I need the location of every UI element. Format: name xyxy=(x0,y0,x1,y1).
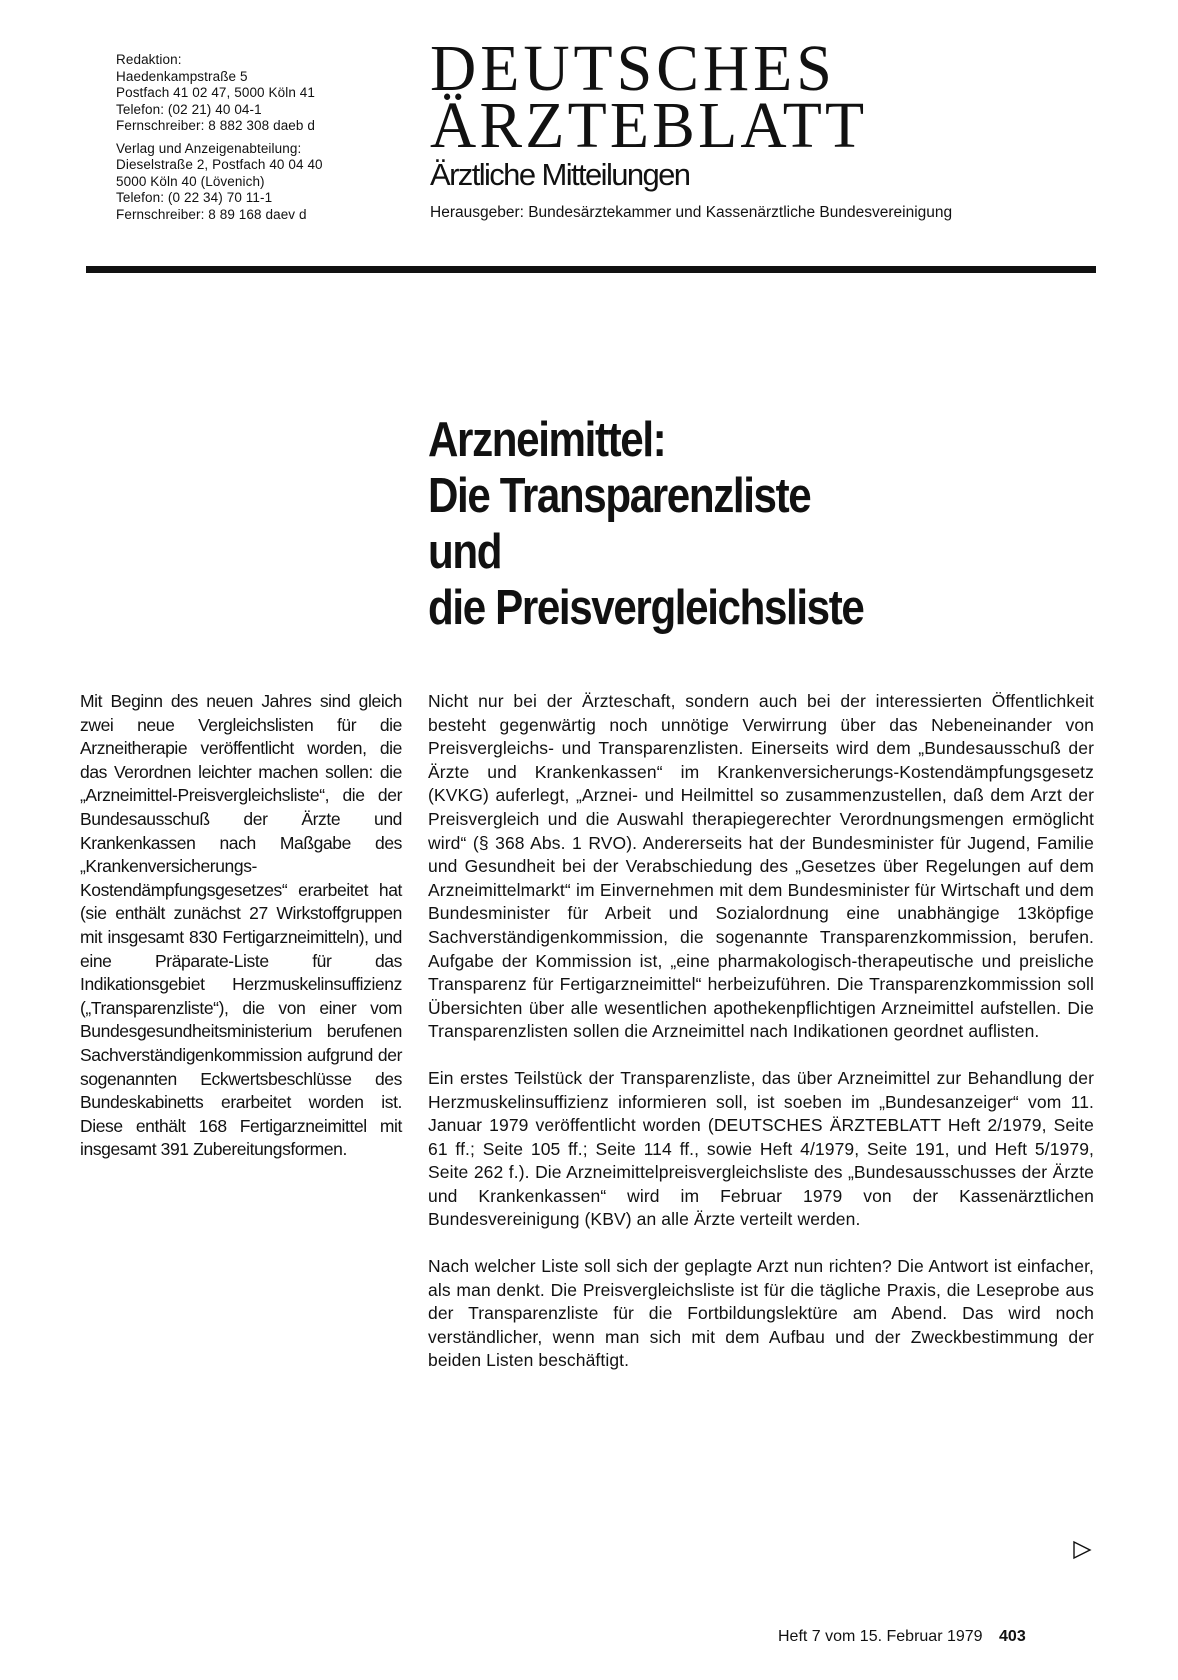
issue-info: Heft 7 vom 15. Februar 1979 xyxy=(778,1628,983,1645)
editorial-line: Haedenkampstraße 5 xyxy=(116,68,248,84)
continue-arrow-icon xyxy=(1072,1540,1092,1560)
journal-title-line2: ÄRZTEBLATT xyxy=(430,88,868,162)
article-body xyxy=(428,690,1094,1373)
publisher-line: Dieselstraße 2, Postfach 40 04 40 xyxy=(116,157,323,172)
editorial-address xyxy=(116,52,388,135)
body-paragraph: Ein erstes Teilstück der Transparenzliste, das über Arzneimittel zur Behandlung der Herzmuskelinsuffizienz informieren soll, ist soeben im „Bundesanzeiger“ vom 11. Januar 1979 veröffentlicht worden (DEUTSCHES ÄRZTEBLATT Heft 2/1979, Seite 61 ff.; Seite 105 ff.; Seite 114 ff., sowie Heft 4/1979, Seite 191, und Heft 5/1979, Seite 262 f.). Die Arzneimittelpreisvergleichsliste des „Bundesausschusses der Ärzte und Krankenkassen“ wird im Februar 1979 von der Kassenärztlichen Bundesvereinigung (KBV) an alle Ärzte verteilt werden. xyxy=(428,1067,1094,1230)
publisher-line: 5000 Köln 40 (Lövenich) xyxy=(116,173,265,189)
body-paragraph: Nicht nur bei der Ärzteschaft, sondern auch bei der interessierten Öffentlichkeit besteht gegenwärtig noch unnötige Verwirrung über das Nebeneinander von Preisvergleichs- und Transparenzlisten. Einerseits wird dem „Bundesausschuß der Ärzte und Krankenkassen“ im Krankenversicherungs-Kostendämpfungsgesetz (KVKG) auferlegt, „Arznei- und Heilmittel so zusammenzustellen, daß dem Arzt der Preisvergleich und die Auswahl therapiegerechter Verordnungsmengen ermöglicht wird“ (§ 368 Abs. 1 RVO). Andererseits hat der Bundesminister für Jugend, Familie und Gesundheit bei der Verabschiedung des „Gesetzes über Regelungen auf dem Arzneimittelmarkt“ im Einvernehmen mit dem Bundesminister für Wirtschaft und dem Bundesminister für Arbeit und Sozialordnung eine unabhängige 13köpfige Sachverständigenkommission, die sogenannte Transparenzkommission, berufen. Aufgabe der Kommission ist, „eine pharmakologisch-therapeutische und preisliche Transparenz für Fertigarzneimittel“ herbeizuführen. Die Transparenzkommission soll Übersichten über alle wesentlichen apothekenpflichtigen Arzneimittel aufstellen. Die Transparenzlisten sollen die Arzneimittel nach Indikationen geordnet auflisten. xyxy=(428,691,1094,1042)
contact-block xyxy=(116,52,388,223)
masthead xyxy=(430,31,1095,222)
journal-title-line1: DEUTSCHES xyxy=(430,31,836,105)
headline-line: Arzneimittel: xyxy=(428,413,666,467)
headline-line: Die Transparenzliste xyxy=(428,469,811,523)
publisher-line: Fernschreiber: 8 89 168 daev d xyxy=(116,206,307,222)
body-paragraph: Nach welcher Liste soll sich der geplagte Arzt nun richten? Die Antwort ist einfacher, als man denkt. Die Preisvergleichsliste ist für die tägliche Praxis, die Leseprobe aus der Transparenzliste für die Fortbildungslektüre am Abend. Das wird noch verständlicher, wenn man sich mit dem Aufbau und der Zweckbestimmung der beiden Listen beschäftigt. xyxy=(428,1256,1094,1371)
journal-title xyxy=(430,31,1095,162)
article-headline xyxy=(428,412,996,636)
publisher-line: Telefon: (0 22 34) 70 11-1 xyxy=(116,190,273,205)
headline-line: und xyxy=(428,525,502,579)
journal-subtitle: Ärztliche Mitteilungen xyxy=(430,157,690,192)
page-number: 403 xyxy=(999,1628,1026,1645)
publisher-address xyxy=(116,141,388,224)
publisher-line: Verlag und Anzeigenabteilung: xyxy=(116,140,302,156)
editorial-line: Redaktion: xyxy=(116,52,182,67)
journal-publisher: Herausgeber: Bundesärztekammer und Kassenärztliche Bundesvereinigung xyxy=(430,204,953,221)
headline-line: die Preisvergleichsliste xyxy=(428,581,864,635)
editorial-line: Telefon: (02 21) 40 04-1 xyxy=(116,101,262,117)
editorial-line: Fernschreiber: 8 882 308 daeb d xyxy=(116,118,315,133)
editorial-line: Postfach 41 02 47, 5000 Köln 41 xyxy=(116,85,316,100)
article-intro: Mit Beginn des neuen Jahres sind gleich zwei neue Vergleichslisten für die Arzneitherapie veröffentlicht worden, die das Verordnen leichter machen sollen: die „Arzneimittel-Preisvergleichsliste“, die der Bundesausschuß der Ärzte und Krankenkassen nach Maßgabe des „Krankenversicherungs-Kostendämpfungsgesetzes“ erarbeitet hat (sie enthält zunächst 27 Wirkstoffgruppen mit insgesamt 830 Fertigarzneimitteln), und eine Präparate-Liste für das Indikationsgebiet Herzmuskelinsuffizienz („Transparenzliste“), die von einer vom Bundesgesundheitsministerium berufenen Sachverständigenkommission aufgrund der sogenannten Eckwertsbeschlüsse des Bundeskabinetts erarbeitet worden ist. Diese enthält 168 Fertigarzneimittel mit insgesamt 391 Zubereitungsformen. xyxy=(80,691,402,1160)
header-rule xyxy=(86,266,1096,273)
page-footer xyxy=(778,1627,1096,1647)
